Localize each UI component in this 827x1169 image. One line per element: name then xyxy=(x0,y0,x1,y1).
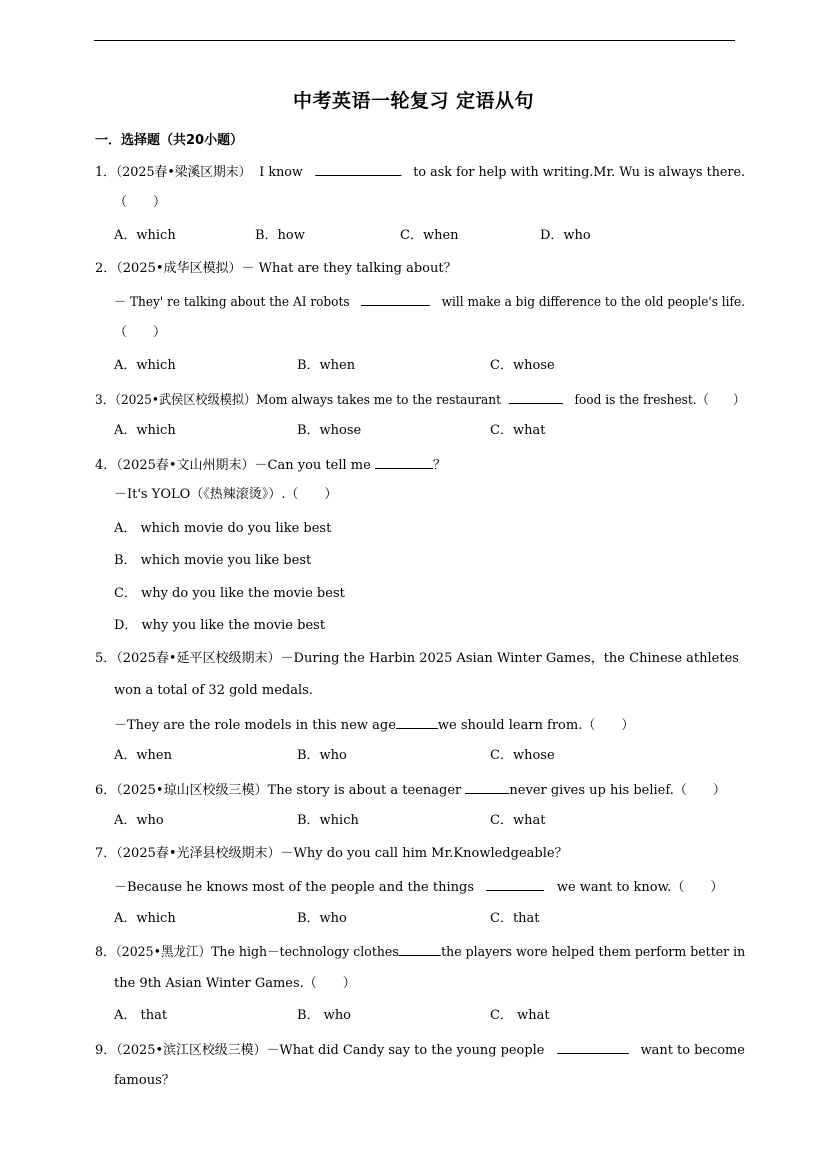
option-b[interactable]: B．when xyxy=(297,358,356,373)
option-b[interactable]: B．who xyxy=(297,911,347,926)
question-stem: want to become xyxy=(640,1043,745,1058)
option-b[interactable]: B． who xyxy=(297,1008,352,1023)
question-stem: The story is about a teenager xyxy=(267,783,462,798)
option-a[interactable]: A．when xyxy=(114,748,172,763)
option-d[interactable]: D． why you like the movie best xyxy=(114,618,326,633)
answer-blank[interactable] xyxy=(396,716,438,729)
option-d[interactable]: D．who xyxy=(540,228,591,243)
question-stem: food is the freshest.（ ） xyxy=(574,393,746,408)
section-heading: 一．选择题（共20小题） xyxy=(95,133,244,148)
question-7-line2 xyxy=(114,878,723,896)
question-5 xyxy=(95,651,739,667)
header-rule xyxy=(94,40,735,41)
question-stem: －Can you tell me xyxy=(254,458,371,473)
question-number: 3． xyxy=(95,393,115,408)
question-source: （2025春•梁溪区期末） xyxy=(115,165,252,180)
question-stem: － They' re talking about the AI robots xyxy=(114,295,350,310)
answer-blank[interactable] xyxy=(315,163,401,176)
option-c[interactable]: C． why do you like the movie best xyxy=(114,586,345,601)
option-b[interactable]: B． which movie you like best xyxy=(114,553,312,568)
option-c[interactable]: C．whose xyxy=(490,358,555,373)
question-stem: never gives up his belief.（ ） xyxy=(509,783,726,798)
question-source: （2025春•文山州期末） xyxy=(116,458,255,473)
answer-blank[interactable] xyxy=(399,943,441,956)
question-2-line2 xyxy=(114,293,745,311)
option-a[interactable]: A．which xyxy=(114,423,176,438)
question-7 xyxy=(95,846,568,862)
question-5-line2: won a total of 32 gold medals. xyxy=(114,683,313,698)
question-stem: will make a big difference to the old people's life. xyxy=(441,295,746,310)
option-b[interactable]: B．which xyxy=(297,813,359,828)
question-source: （2025•武侯区校级模拟） xyxy=(114,393,257,408)
question-5-line3 xyxy=(114,716,634,734)
question-stem: －They are the role models in this new age xyxy=(114,718,396,733)
question-source: （2025•滨江区校级三模） xyxy=(116,1043,267,1058)
question-stem: Mom always takes me to the restaurant xyxy=(256,393,501,408)
option-c[interactable]: C．when xyxy=(400,228,459,243)
question-number: 1． xyxy=(95,165,116,180)
option-c[interactable]: C．that xyxy=(490,911,540,926)
option-b[interactable]: B．how xyxy=(255,228,305,243)
question-stem: －Why do you call him Mr.Knowledgeable？ xyxy=(280,846,568,861)
question-source: （2025•成华区模拟） xyxy=(116,261,242,276)
option-a[interactable]: A． which movie do you like best xyxy=(114,521,332,536)
question-stem: ？ xyxy=(432,458,446,473)
question-stem: I know xyxy=(259,165,303,180)
option-a[interactable]: A．which xyxy=(114,228,176,243)
question-number: 6． xyxy=(95,783,117,798)
question-stem: －Because he knows most of the people and the things xyxy=(114,880,474,895)
question-stem: the players wore helped them perform better in xyxy=(441,945,746,960)
option-a[interactable]: A． that xyxy=(114,1008,168,1023)
question-source: （2025•琼山区校级三模） xyxy=(116,783,268,798)
question-number: 5． xyxy=(95,651,117,666)
question-3 xyxy=(95,391,745,409)
question-4-line2: －It's YOLO（《热辣滚烫》）.（ ） xyxy=(114,487,338,502)
question-9 xyxy=(95,1041,745,1059)
question-number: 2． xyxy=(95,261,117,276)
question-stem: to ask for help with writing.Mr. Wu is always there. xyxy=(413,165,746,180)
question-source: （2025春•光泽县校级期末） xyxy=(116,846,281,861)
question-stem: －During the Harbin 2025 Asian Winter Games，the Chinese athletes xyxy=(280,651,739,666)
question-4 xyxy=(95,456,446,474)
question-number: 4． xyxy=(95,458,117,473)
question-stem: we should learn from.（ ） xyxy=(437,718,635,733)
question-2 xyxy=(95,261,457,277)
option-b[interactable]: B．who xyxy=(297,748,347,763)
question-6 xyxy=(95,781,726,799)
answer-blank[interactable] xyxy=(361,293,430,306)
answer-blank[interactable] xyxy=(375,456,433,469)
question-number: 8． xyxy=(95,945,116,960)
answer-blank[interactable] xyxy=(486,878,544,891)
page-title: 中考英语一轮复习 定语从句 xyxy=(292,90,535,112)
question-8 xyxy=(95,943,745,961)
question-stem: The high－technology clothes xyxy=(211,945,399,960)
answer-paren: （ ） xyxy=(114,195,167,210)
option-a[interactable]: A．who xyxy=(114,813,164,828)
answer-blank[interactable] xyxy=(509,391,563,404)
option-b[interactable]: B．whose xyxy=(297,423,362,438)
question-number: 7． xyxy=(95,846,117,861)
option-a[interactable]: A．which xyxy=(114,358,176,373)
question-8-line2: the 9th Asian Winter Games.（ ） xyxy=(114,976,356,991)
question-9-line2: famous？ xyxy=(114,1073,175,1088)
question-stem: － What are they talking about？ xyxy=(241,261,457,276)
question-stem: we want to know.（ ） xyxy=(556,880,724,895)
option-c[interactable]: C． what xyxy=(490,1008,550,1023)
answer-blank[interactable] xyxy=(557,1041,629,1054)
question-1 xyxy=(95,163,745,181)
option-c[interactable]: C．what xyxy=(490,423,546,438)
question-stem: －What did Candy say to the young people xyxy=(266,1043,545,1058)
question-source: （2025•黑龙江） xyxy=(115,945,212,960)
option-a[interactable]: A．which xyxy=(114,911,176,926)
answer-blank[interactable] xyxy=(465,781,509,794)
question-number: 9． xyxy=(95,1043,117,1058)
question-source: （2025春•延平区校级期末） xyxy=(116,651,281,666)
option-c[interactable]: C．what xyxy=(490,813,546,828)
option-c[interactable]: C．whose xyxy=(490,748,555,763)
answer-paren: （ ） xyxy=(114,325,167,340)
